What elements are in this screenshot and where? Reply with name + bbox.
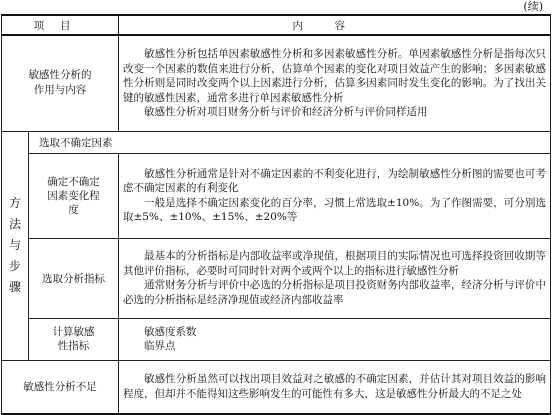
row-label-shortcoming: 敏感性分析不足	[2, 360, 119, 414]
step-calc-content	[119, 318, 551, 360]
table-row	[2, 238, 551, 318]
table-row	[2, 153, 551, 238]
list-item: 临界点	[144, 340, 176, 352]
table-header-row	[2, 15, 551, 35]
step-change-degree-label: 确定不确定因素变化程度	[29, 153, 119, 238]
list-item: 敏感度系数	[144, 325, 197, 338]
paragraph: 敏感性分析通常是针对不确定因素的不利变化进行，为绘制敏感性分析图的需要也可考虑不确定因素的有利变化	[123, 167, 546, 194]
paragraph: 通常财务分析与评价中必选的分析指标是项目投资财务内部收益率，经济分析与评价中必选的分析指标是经济净现值或经济内部收益率	[123, 279, 546, 306]
step-select-factors: 选取不确定因素	[29, 131, 551, 153]
header-content: 内容	[119, 15, 551, 35]
row-label-role: 敏感性分析的作用与内容	[2, 35, 119, 131]
sensitivity-analysis-table	[1, 14, 551, 415]
step-calc-label: 计算敏感性指标	[29, 318, 119, 360]
row-content-shortcoming	[119, 360, 551, 414]
methods-label: 方法与步骤	[9, 196, 22, 294]
step-change-degree-content	[119, 153, 551, 238]
table-row	[2, 131, 551, 153]
paragraph: 最基本的分析指标是内部收益率或净现值，根据项目的实际情况也可选择投资回收期等其他评价指标，必要时可同时针对两个或两个以上的指标进行敏感性分析	[123, 250, 546, 277]
methods-label-cell	[2, 131, 29, 360]
row-content-role	[119, 35, 551, 131]
table-row	[2, 360, 551, 414]
table-row	[2, 35, 551, 131]
paragraph: 一般是选择不确定因素变化的百分率，习惯上常选取±10%。为了作图需要，可分别选取±5%、±10%、±15%、±20%等	[123, 196, 546, 223]
table-row	[2, 318, 551, 360]
paragraph: 敏感性分析虽然可以找出项目效益对之敏感的不确定因素，并估计其对项目效益的影响程度，但却并不能得知这些影响发生的可能性有多大，这是敏感性分析最大的不足之处	[123, 373, 546, 400]
step-indicator-content	[119, 238, 551, 318]
continued-marker: (续)	[523, 0, 543, 13]
header-item: 项目	[2, 15, 119, 35]
step-indicator-label: 选取分析指标	[29, 238, 119, 318]
paragraph: 敏感性分析对项目财务分析与评价和经济分析与评价同样适用	[144, 106, 428, 118]
paragraph: 敏感性分析包括单因素敏感性分析和多因素敏感性分析。单因素敏感性分析是指每次只改变一个因素的数值来进行分析，估算单个因素的变化对项目效益产生的影响；多因素敏感性分析则是同时改变两个以上因素进行分析，估算多因素同时发生变化的影响。为了找出关键的敏感性因素，通常多进行单因素敏感性分析	[123, 48, 546, 104]
